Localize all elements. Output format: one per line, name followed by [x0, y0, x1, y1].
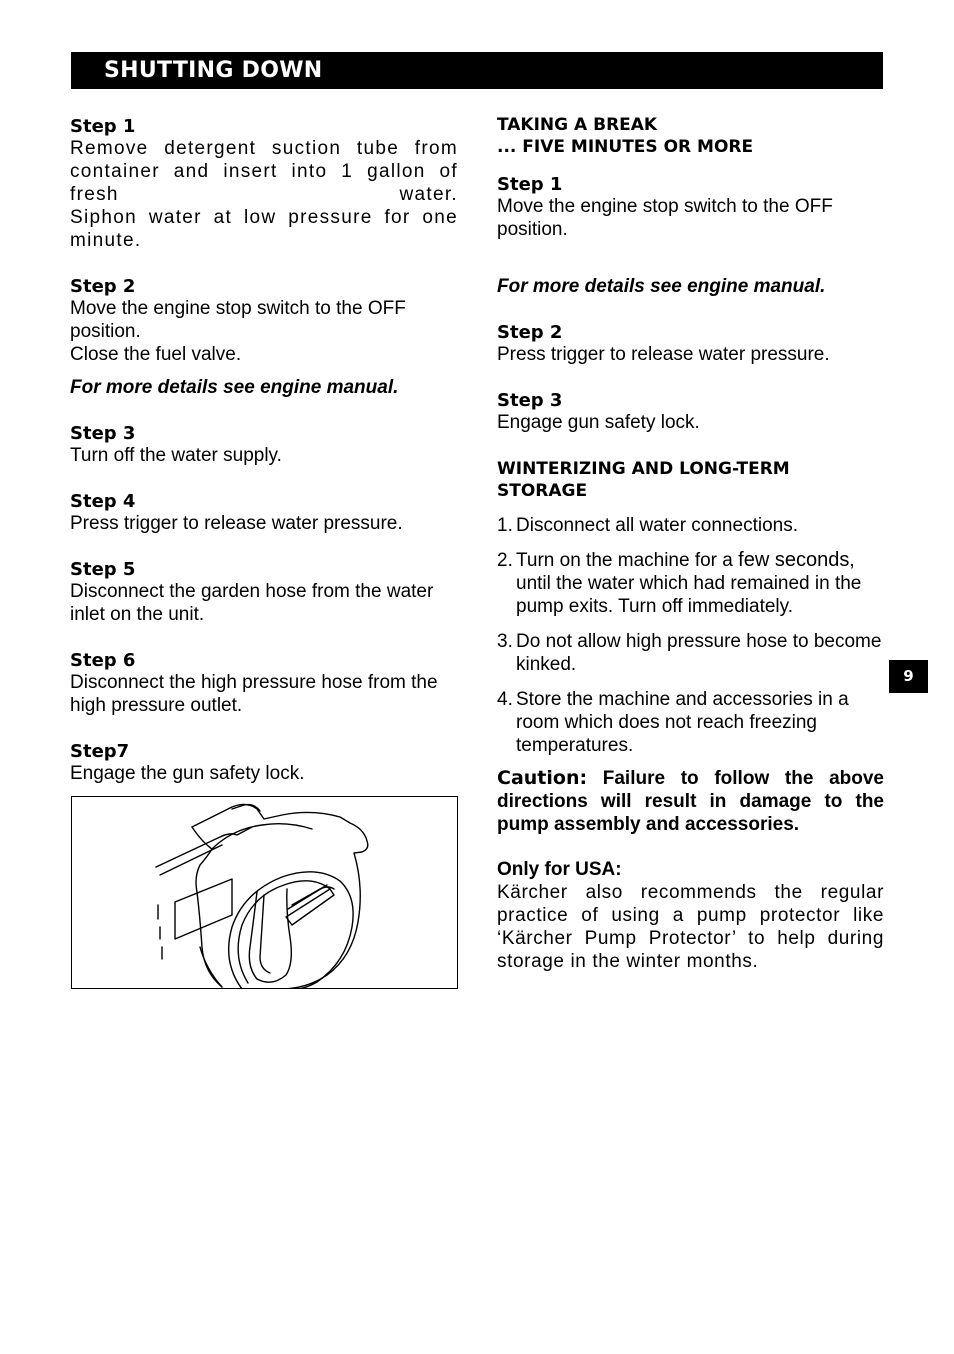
step-3-label: Step 3	[70, 423, 136, 444]
step-2-text-a: Move the engine stop switch to the OFF position.	[70, 298, 406, 342]
taking-a-break-title-line-1: TAKING A BREAK	[497, 115, 658, 135]
step-6-text: Disconnect the high pressure hose from the high pressure outlet.	[70, 672, 438, 716]
list-item-text: Disconnect all water connections.	[516, 515, 798, 536]
list-item	[497, 630, 884, 676]
break-step-2-text: Press trigger to release water pressure.	[497, 344, 830, 365]
step-5-label: Step 5	[70, 559, 136, 580]
step-3-text: Turn off the water supply.	[70, 445, 282, 466]
winterizing-title-line-2: STORAGE	[497, 481, 588, 501]
gun-safety-lock-figure	[71, 796, 458, 989]
step-6-label: Step 6	[70, 650, 136, 671]
list-item-text-pre: Turn on the machine for a	[516, 550, 739, 571]
break-step-3-label: Step 3	[497, 390, 563, 411]
step-7-label: Step7	[70, 741, 130, 762]
break-step-1-label: Step 1	[497, 174, 563, 195]
step-1-text-b: Siphon water at low pressure for one minute.	[70, 207, 458, 251]
step-4-text: Press trigger to release water pressure.	[70, 513, 403, 534]
list-item-number: 2.	[497, 550, 513, 571]
page-number-tab: 9	[889, 660, 928, 693]
winterizing-list	[497, 514, 884, 757]
step-7-text: Engage the gun safety lock.	[70, 763, 305, 784]
break-step-2-label: Step 2	[497, 322, 563, 343]
taking-a-break-title-line-2: ... FIVE MINUTES OR MORE	[497, 137, 754, 157]
winterizing-title-line-1: WINTERIZING AND LONG-TERM	[497, 459, 790, 479]
section-header-bar	[71, 52, 883, 89]
list-item	[497, 688, 884, 757]
engine-manual-note-left: For more details see engine manual.	[70, 377, 399, 398]
caution-paragraph	[497, 767, 884, 836]
section-title: SHUTTING DOWN	[104, 58, 323, 83]
step-5-text: Disconnect the garden hose from the water inlet on the unit.	[70, 581, 434, 625]
list-item-text-emphasis: few seconds	[738, 549, 850, 571]
caution-text: Failure to follow the above directions will result in damage to the pump assembly and accessories.	[497, 768, 884, 835]
usa-title: Only for USA:	[497, 859, 622, 880]
step-2-text-b: Close the fuel valve.	[70, 344, 242, 365]
list-item-number: 3.	[497, 631, 513, 652]
list-item-text: Store the machine and accessories in a room which does not reach freezing temperatures.	[516, 689, 849, 756]
right-column	[497, 114, 884, 973]
list-item-text-post: , until the water which had remained in the pump exits. Turn off immediately.	[516, 550, 862, 617]
left-column	[70, 114, 458, 785]
caution-label: Caution:	[497, 767, 588, 789]
step-1-text-a: Remove detergent suction tube from container and insert into 1 gallon of fresh water.	[70, 138, 458, 205]
spray-gun-icon	[72, 797, 458, 989]
step-4-label: Step 4	[70, 491, 136, 512]
list-item-number: 1.	[497, 515, 513, 536]
step-1-label: Step 1	[70, 116, 136, 137]
break-step-1-text: Move the engine stop switch to the OFF position.	[497, 196, 833, 240]
engine-manual-note-right: For more details see engine manual.	[497, 276, 826, 297]
usa-text: Kärcher also recommends the regular practice of using a pump protector like ‘Kärcher Pump Protector’ to help during storage in the winter months.	[497, 882, 884, 972]
step-2-label: Step 2	[70, 276, 136, 297]
break-step-3-text: Engage gun safety lock.	[497, 412, 700, 433]
list-item-number: 4.	[497, 689, 513, 710]
list-item	[497, 549, 884, 618]
list-item-text: Do not allow high pressure hose to become kinked.	[516, 631, 882, 675]
list-item	[497, 514, 884, 537]
